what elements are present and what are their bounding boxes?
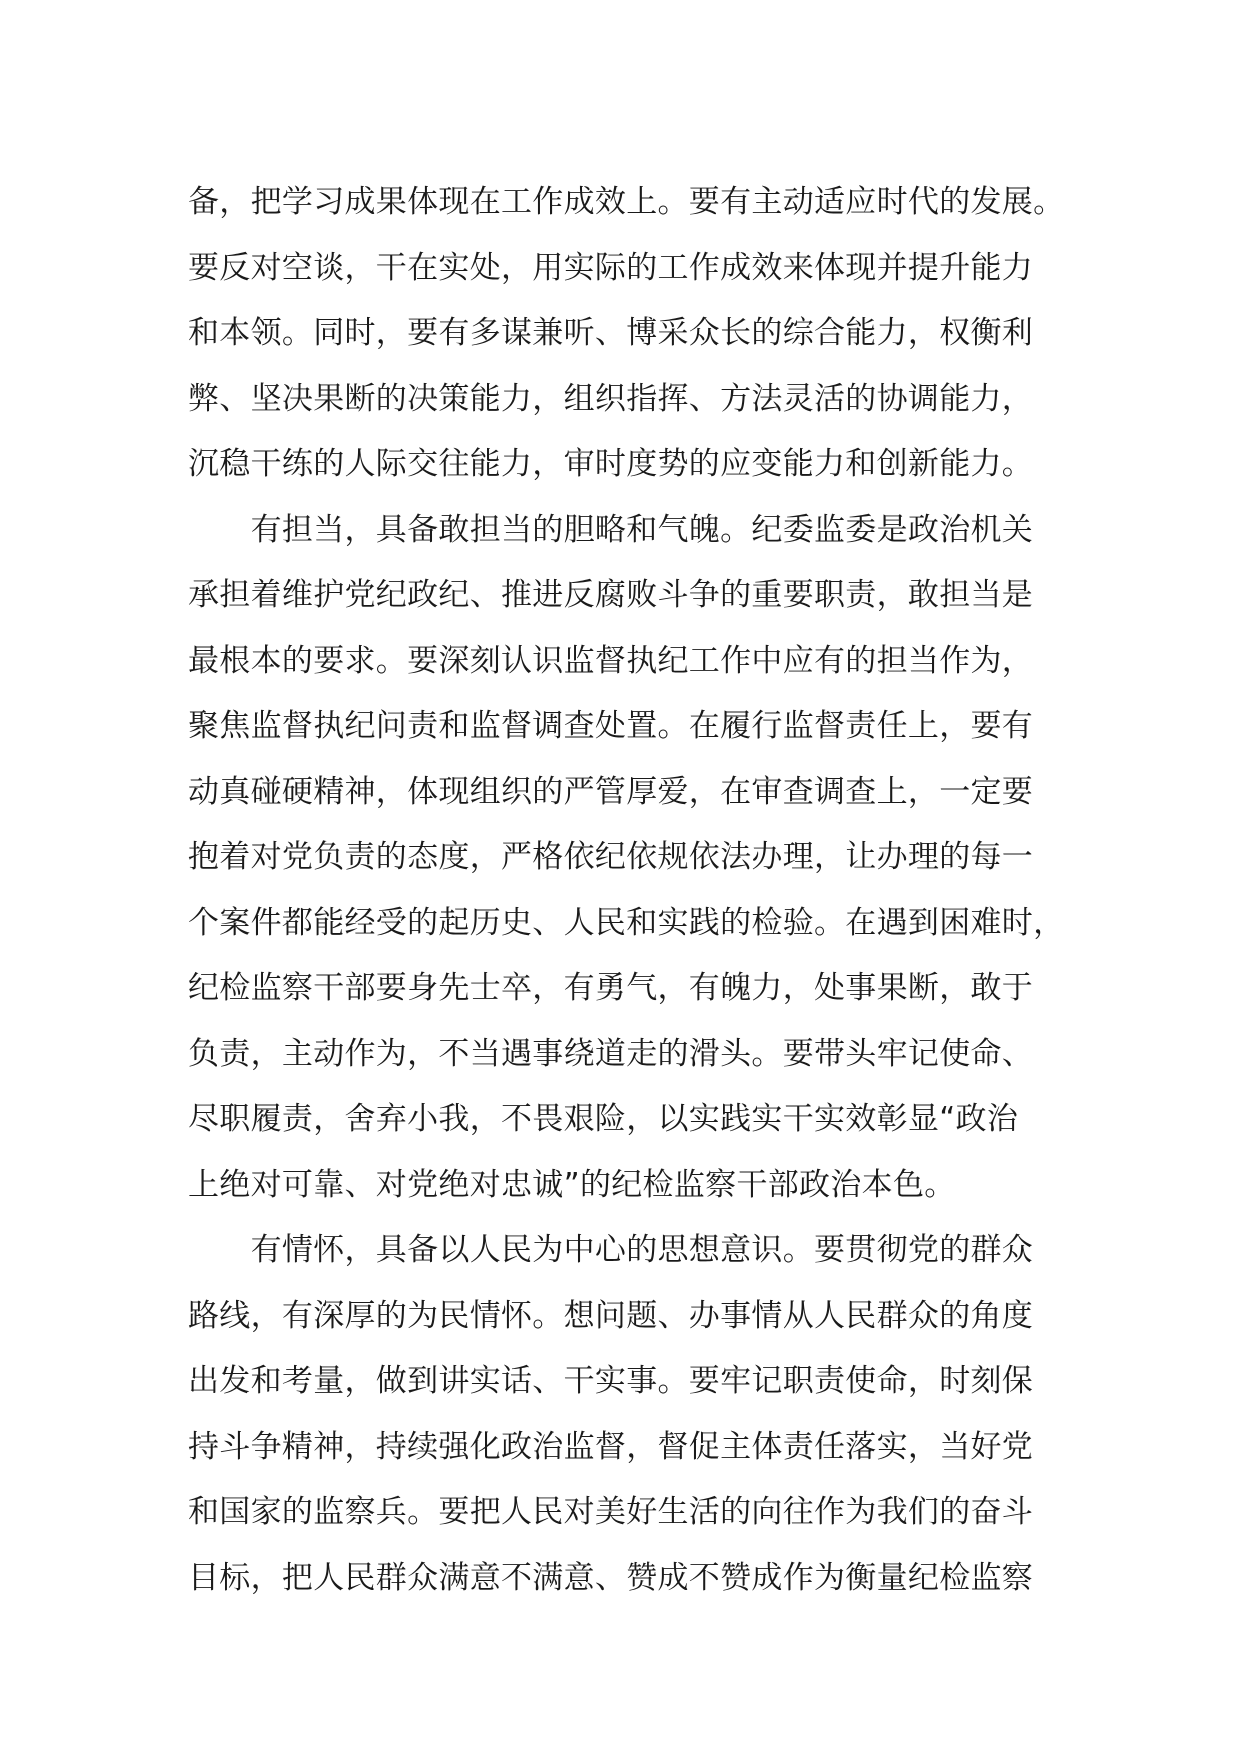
text-line: 尽职履责，舍弃小我，不畏艰险，以实践实干实效彰显“政治: [188, 1101, 1019, 1137]
text-line: 和国家的监察兵。要把人民对美好生活的向往作为我们的奋斗: [188, 1494, 1034, 1530]
text-line: 承担着维护党纪政纪、推进反腐败斗争的重要职责，敢担当是: [188, 577, 1034, 613]
text-line: 目标，把人民群众满意不满意、赞成不赞成作为衡量纪检监察: [188, 1559, 1034, 1596]
text-line: 要反对空谈，干在实处，用实际的工作成效来体现并提升能力: [188, 249, 1034, 286]
body-text: [188, 170, 1088, 1611]
text-line: 弊、坚决果断的决策能力，组织指挥、方法灵活的协调能力，: [188, 380, 1034, 417]
paragraph-start-line: 有担当，具备敢担当的胆略和气魄。纪委监委是政治机关: [188, 511, 1034, 548]
text-line: 抱着对党负责的态度，严格依纪依规依法办理，让办理的每一: [188, 839, 1034, 875]
text-line: 路线，有深厚的为民情怀。想问题、办事情从人民群众的角度: [188, 1297, 1034, 1334]
text-line: 和本领。同时，要有多谋兼听、博采众长的综合能力，权衡利: [188, 315, 1034, 351]
text-line: 负责，主动作为，不当遇事绕道走的滑头。要带头牢记使命、: [188, 1035, 1034, 1072]
text-line: 沉稳干练的人际交往能力，审时度势的应变能力和创新能力。: [188, 446, 1034, 482]
text-line: 出发和考量，做到讲实话、干实事。要牢记职责使命，时刻保: [188, 1363, 1034, 1399]
text-line: 聚焦监督执纪问责和监督调查处置。在履行监督责任上，要有: [188, 708, 1034, 744]
text-line: 备，把学习成果体现在工作成效上。要有主动适应时代的发展。: [188, 184, 1065, 220]
text-line: 最根本的要求。要深刻认识监督执纪工作中应有的担当作为，: [188, 642, 1034, 679]
text-line: 动真碰硬精神，体现组织的严管厚爱，在审查调查上，一定要: [188, 773, 1034, 810]
paragraph-start-line: 有情怀，具备以人民为中心的思想意识。要贯彻党的群众: [188, 1232, 1034, 1268]
text-line: 个案件都能经受的起历史、人民和实践的检验。在遇到困难时，: [188, 904, 1065, 941]
text-line: 持斗争精神，持续强化政治监督，督促主体责任落实，当好党: [188, 1428, 1034, 1465]
text-line: 纪检监察干部要身先士卒，有勇气，有魄力，处事果断，敢于: [188, 970, 1034, 1006]
text-line: 上绝对可靠、对党绝对忠诚”的纪检监察干部政治本色。: [188, 1166, 956, 1203]
